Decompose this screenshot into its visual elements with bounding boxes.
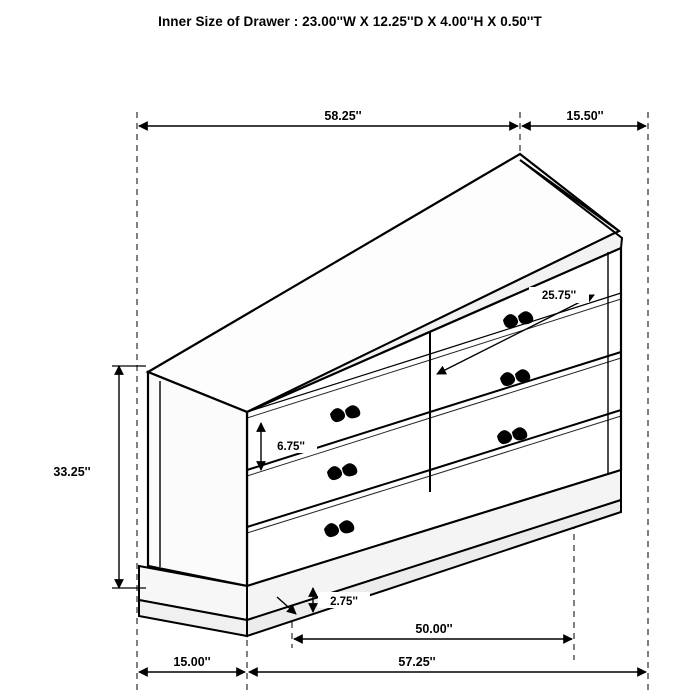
dim-label-drawer-height: 6.75'': [277, 441, 305, 453]
page-title: Inner Size of Drawer : 23.00''W X 12.25''D X 4.00''H X 0.50''T: [158, 14, 542, 29]
dim-label-top-width-right: 15.50'': [566, 109, 604, 123]
dim-label-base-front: 2.75'': [330, 596, 358, 608]
dim-top-width-main: [139, 106, 518, 126]
dim-bottom-left-depth: [139, 652, 245, 672]
dim-label-bottom-left-depth: 15.00'': [173, 655, 211, 669]
dim-bottom-inner-width: [294, 619, 572, 639]
dim-top-width-right: [522, 106, 646, 126]
dim-label-top-width-main: 58.25'': [324, 109, 362, 123]
dim-bottom-total-width: [249, 652, 646, 672]
dresser-outline: [139, 154, 622, 636]
dim-label-diagonal-depth: 25.75'': [541, 290, 577, 302]
dim-label-bottom-total-width: 57.25'': [398, 655, 436, 669]
dim-total-height: [38, 366, 146, 588]
dim-label-total-height: 33.25'': [53, 465, 91, 479]
dim-label-bottom-inner-width: 50.00'': [415, 622, 453, 636]
